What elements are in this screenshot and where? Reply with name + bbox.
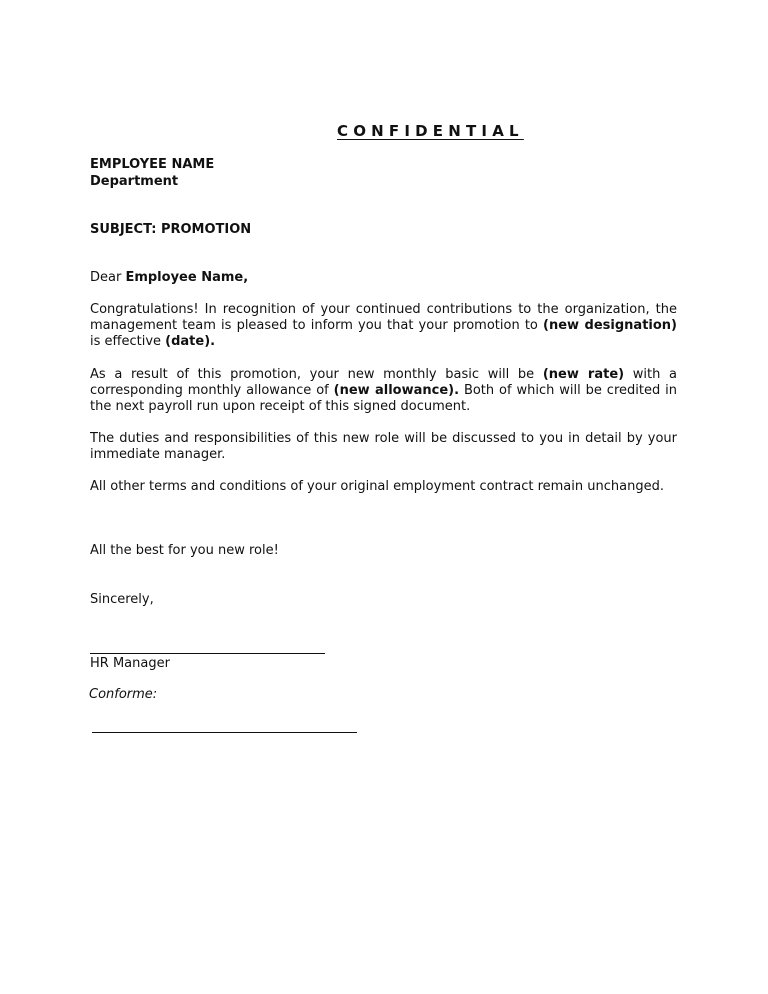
conforme-label: Conforme: xyxy=(89,687,158,702)
salutation-prefix: Dear xyxy=(90,270,126,285)
subject-line: SUBJECT: PROMOTION xyxy=(90,222,252,237)
closing-wish: All the best for you new role! xyxy=(90,543,279,558)
paragraph-promotion xyxy=(90,302,677,351)
sincerely: Sincerely, xyxy=(90,592,154,607)
paragraph-compensation xyxy=(90,367,677,416)
p2-new-allowance: (new allowance). xyxy=(333,383,460,399)
p1-text-c: is effective xyxy=(90,334,166,350)
confidential-heading: CONFIDENTIAL xyxy=(337,122,524,140)
paragraph-duties: The duties and responsibilities of this new role will be discussed to you in detail by your immediate manager. xyxy=(90,431,677,463)
department: Department xyxy=(90,173,179,189)
hr-manager-label: HR Manager xyxy=(90,656,170,671)
p2-text-d: Both of which will be credited in the next payroll run upon receipt of this signed document. xyxy=(90,383,677,415)
p1-date: (date). xyxy=(165,334,216,350)
hr-signature-line xyxy=(90,653,325,654)
p2-new-rate: (new rate) xyxy=(542,367,625,382)
p1-new-designation: (new designation) xyxy=(543,318,677,334)
addressee-block xyxy=(90,157,214,190)
employee-signature-line xyxy=(92,732,357,733)
salutation xyxy=(90,270,248,285)
paragraph-terms: All other terms and conditions of your original employment contract remain unchanged. xyxy=(90,479,664,494)
p2-text-a: As a result of this promotion, your new monthly basic will be xyxy=(90,367,543,382)
p2-text-c: with a corresponding monthly allowance of xyxy=(90,367,678,399)
employee-name: EMPLOYEE NAME xyxy=(90,157,215,172)
p1-text-a: Congratulations! In recognition of your continued contributions to the organization, the management team is pleased to inform you that your promotion to xyxy=(90,302,677,334)
salutation-name: Employee Name, xyxy=(125,270,249,285)
